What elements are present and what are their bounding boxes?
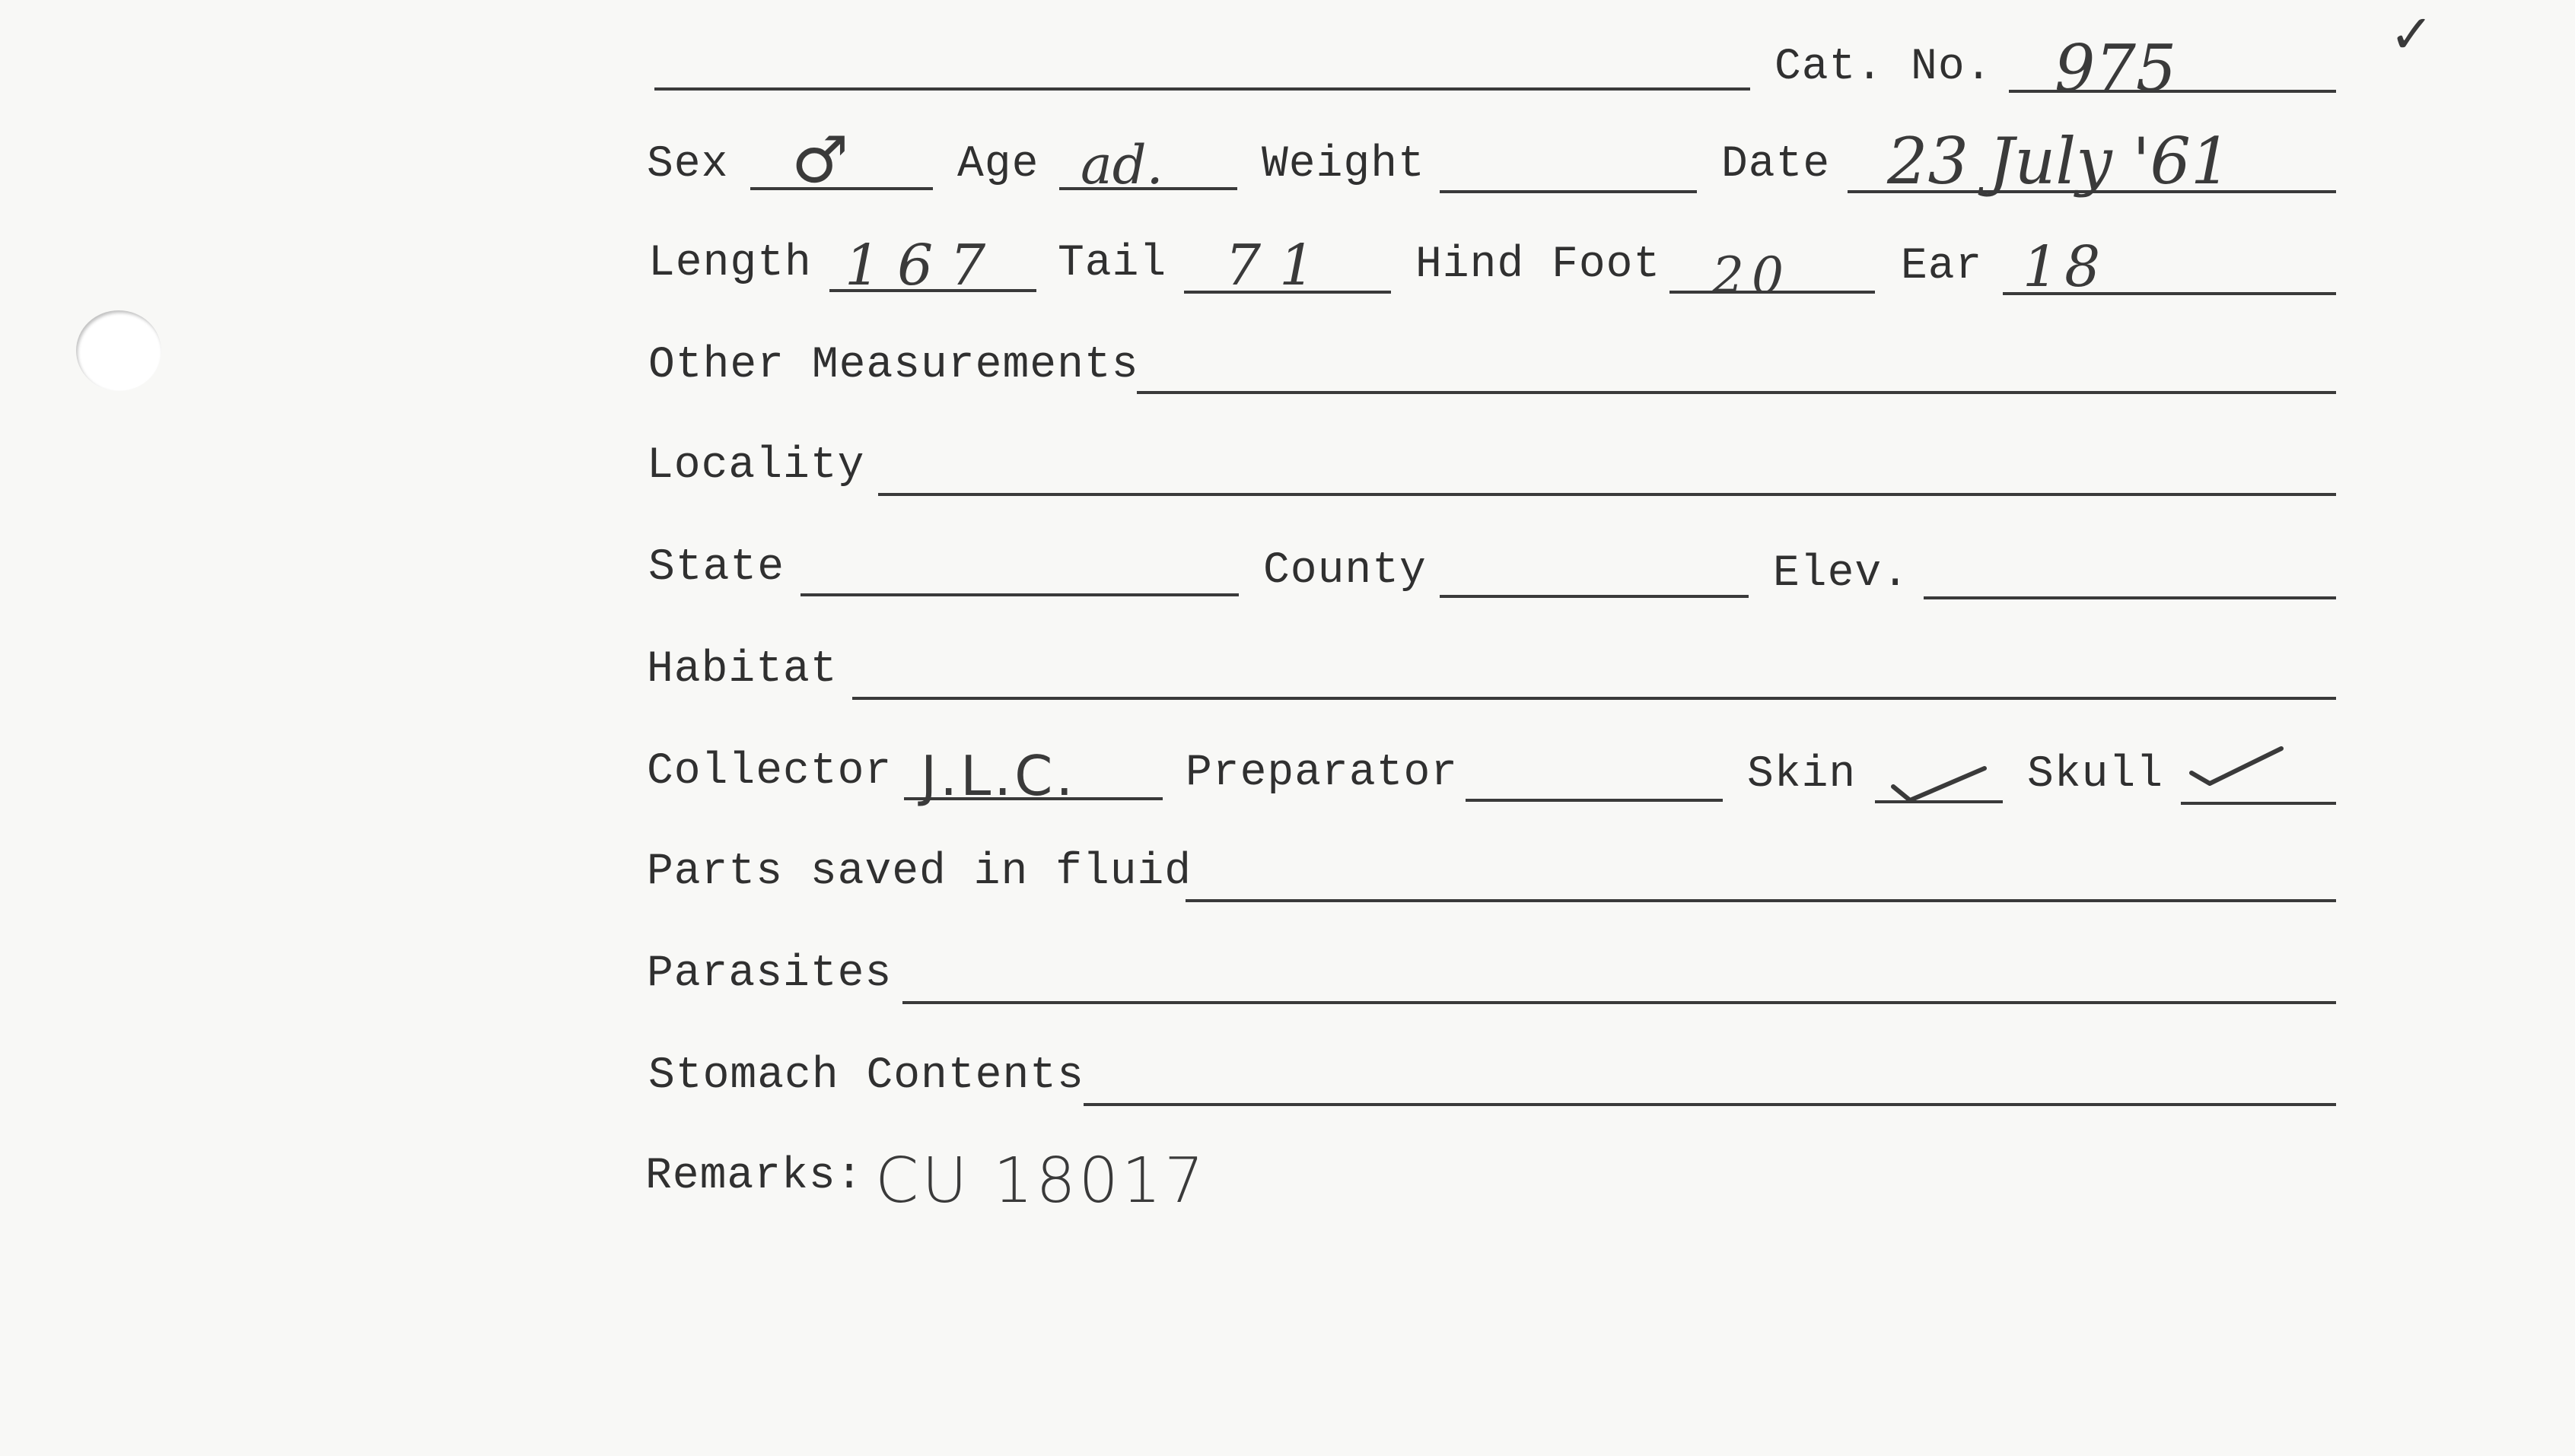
skin-check-icon: [1887, 761, 1994, 806]
preparator-line: [1466, 799, 1723, 802]
collector-value: J.L.C.: [921, 744, 1077, 808]
county-line: [1440, 595, 1749, 598]
cat-no-line: [2009, 90, 2336, 93]
ear-label: Ear: [1901, 242, 1983, 291]
tail-label: Tail: [1058, 239, 1167, 288]
date-value: 23 July '61: [1887, 124, 2232, 199]
skin-label: Skin: [1747, 750, 1857, 800]
state-label: State: [648, 543, 785, 593]
hind-foot-value: 20: [1712, 246, 1791, 305]
locality-label: Locality: [647, 441, 865, 491]
length-value: 167: [845, 233, 1003, 298]
punch-hole: [76, 310, 161, 391]
other-measurements-label: Other Measurements: [648, 341, 1139, 390]
corner-check-mark: ✓: [2389, 3, 2434, 65]
tail-line: [1184, 291, 1391, 294]
cat-no-label: Cat. No.: [1774, 43, 1993, 92]
date-line: [1848, 190, 2336, 193]
preparator-label: Preparator: [1186, 749, 1459, 798]
habitat-line: [852, 697, 2336, 700]
sex-value: ♂: [791, 122, 849, 197]
age-value: ad.: [1081, 134, 1163, 196]
remarks-value: CU 18017: [875, 1145, 1208, 1217]
other-measurements-line: [1137, 391, 2336, 394]
stomach-contents-line: [1084, 1103, 2336, 1106]
sex-line: [750, 187, 933, 190]
parasites-line: [902, 1001, 2336, 1004]
parasites-label: Parasites: [647, 949, 893, 999]
elev-label: Elev.: [1773, 549, 1910, 599]
genus-line: [654, 87, 1750, 91]
locality-line: [878, 493, 2336, 496]
skin-line: [1875, 800, 2003, 803]
habitat-label: Habitat: [647, 645, 838, 695]
weight-label: Weight: [1262, 140, 1425, 189]
tail-value: 71: [1225, 233, 1334, 298]
weight-line: [1440, 190, 1697, 193]
length-line: [829, 289, 1036, 292]
age-label: Age: [957, 140, 1039, 189]
age-line: [1059, 187, 1237, 190]
date-label: Date: [1721, 140, 1831, 189]
elev-line: [1924, 596, 2336, 599]
ear-value: 18: [2023, 234, 2107, 300]
cat-no-value: 975: [2055, 31, 2177, 106]
state-line: [801, 593, 1239, 596]
parts-saved-line: [1186, 899, 2336, 902]
parts-saved-label: Parts saved in fluid: [647, 847, 1192, 897]
length-label: Length: [648, 239, 812, 288]
hind-foot-line: [1669, 291, 1875, 294]
collector-line: [904, 797, 1163, 800]
county-label: County: [1263, 546, 1427, 596]
ear-line: [2003, 292, 2336, 295]
sex-label: Sex: [647, 140, 729, 189]
skull-check-icon: [2184, 741, 2290, 790]
stomach-contents-label: Stomach Contents: [648, 1051, 1084, 1101]
skull-label: Skull: [2027, 750, 2164, 800]
remarks-label: Remarks:: [645, 1152, 864, 1201]
skull-line: [2181, 802, 2336, 805]
hind-foot-label: Hind Foot: [1415, 240, 1661, 290]
collector-label: Collector: [647, 747, 893, 796]
